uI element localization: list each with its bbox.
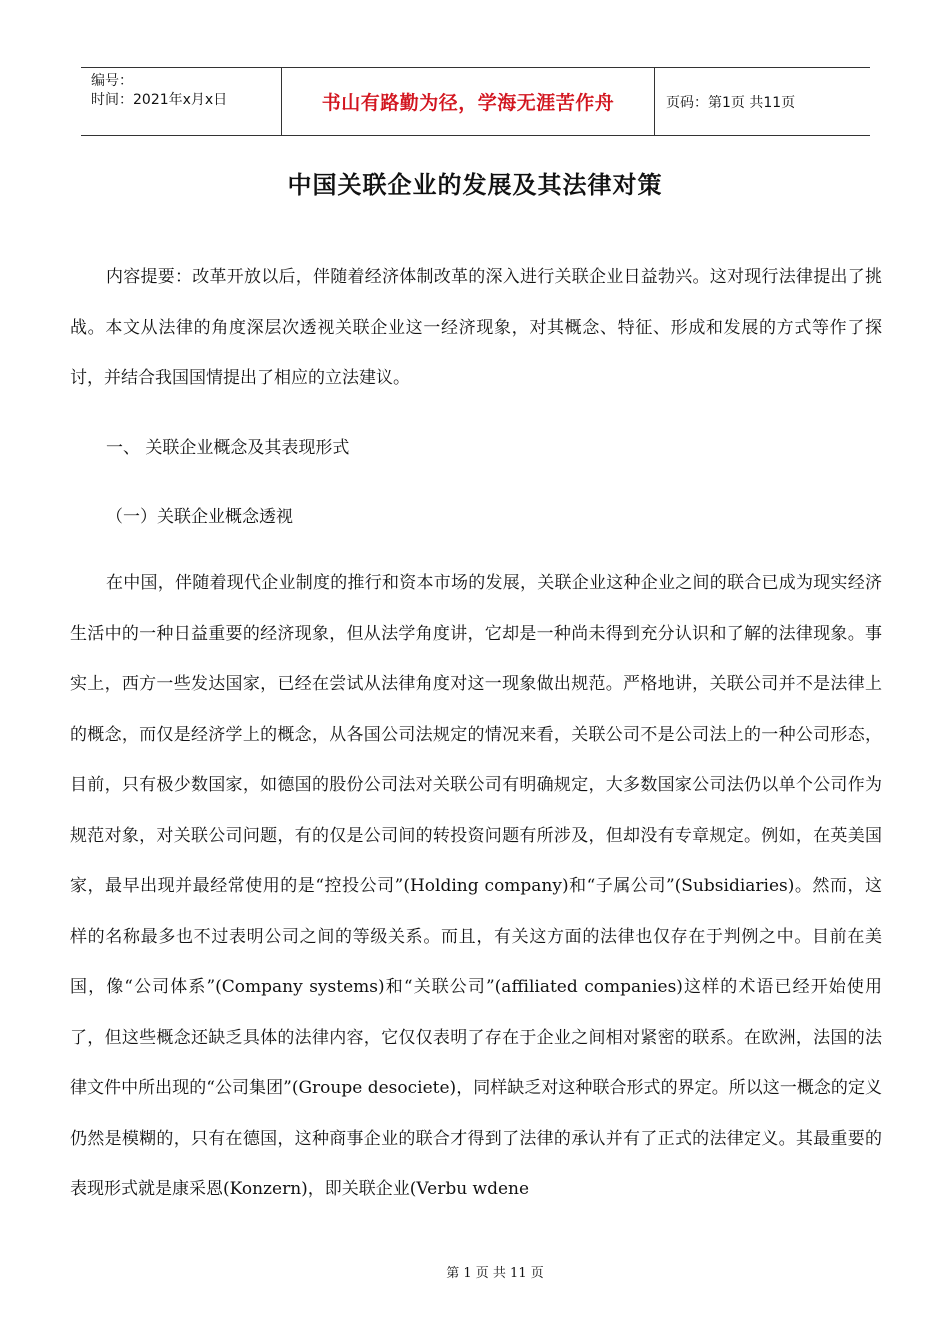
header-motto-cell [282,68,655,135]
motto-text: 书山有路勤为径，学海无涯苦作舟 [321,92,615,114]
header-page-info [655,68,870,135]
subsection-heading-1: （一）关联企业概念透视 [106,507,293,527]
abstract-paragraph: 内容提要：改革开放以后，伴随着经济体制改革的深入进行关联企业日益勃兴。这对现行法律提出了挑战。本文从法律的角度深层次透视关联企业这一经济现象，对其概念、特征、形成和发展的方式等作了探讨，并结合我国国情提出了相应的立法建议。 [70,267,882,388]
time-label: 时间：2021年x月x日 [91,92,228,108]
number-label: 编号： [91,73,133,89]
page-footer: 第 1 页 共 11 页 [446,1266,544,1281]
section-heading-1: 一、 关联企业概念及其表现形式 [106,438,350,458]
body-paragraph: 在中国，伴随着现代企业制度的推行和资本市场的发展，关联企业这种企业之间的联合已成为现实经济生活中的一种日益重要的经济现象，但从法学角度讲，它却是一种尚未得到充分认识和了解的法律现象。事实上，西方一些发达国家，已经在尝试从法律角度对这一现象做出规范。严格地讲，关联公司并不是法律上的概念，而仅是经济学上的概念，从各国公司法规定的情况来看，关联公司不是公司法上的一种公司形态，目前，只有极少数国家，如德国的股份公司法对关联公司有明确规定，大多数国家公司法仍以单个公司作为规范对象，对关联公司问题，有的仅是公司间的转投资问题有所涉及，但却没有专章规定。例如，在英美国家，最早出现并最经常使用的是“控投公司”(Holding company)和“子属公司”(Subsidiaries)。然而，这样的名称最多也不过表明公司之间的等级关系。而且，有关这方面的法律也仅存在于判例之中。目前在美国，像“公司体系”(Company systems)和“关联公司”(affiliated companies)这样的术语已经开始使用了，但这些概念还缺乏具体的法律内容，它仅仅表明了存在于企业之间相对紧密的联系。在欧洲，法国的法律文件中所出现的“公司集团”(Groupe desociete)，同样缺乏对这种联合形式的界定。所以这一概念的定义仍然是模糊的，只有在德国，这种商事企业的联合才得到了法律的承认并有了正式的法律定义。其最重要的表现形式就是康采恩(Konzern)，即关联企业(Verbu wdene [70,573,882,1199]
document-header [81,67,870,136]
header-meta [81,68,282,135]
document-title: 中国关联企业的发展及其法律对策 [287,171,663,199]
page-info-text: 页码：第1页 共11页 [666,94,796,111]
